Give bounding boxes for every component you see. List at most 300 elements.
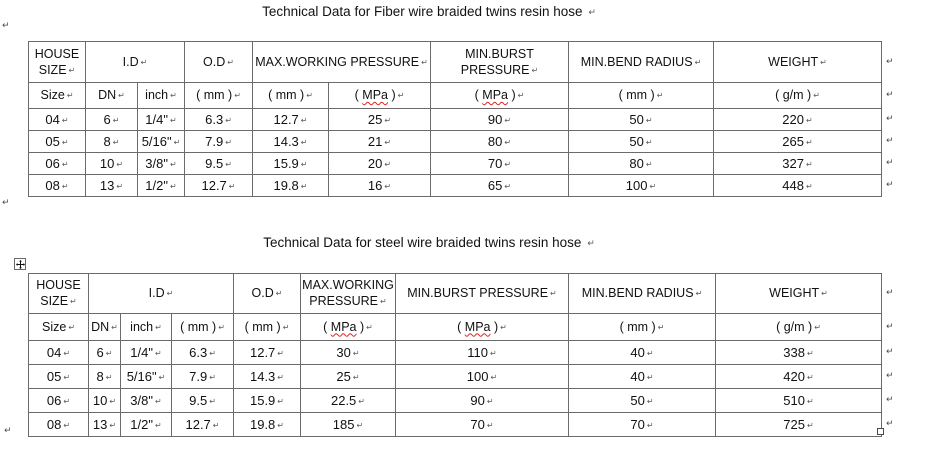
cell-text: 70 ↵ [630, 417, 654, 432]
data-cell[interactable] [301, 413, 396, 437]
cell-text: 9.5 ↵ [205, 156, 232, 171]
table-move-handle-icon[interactable] [14, 258, 26, 270]
cell-text: O.D ↵ [203, 54, 234, 69]
cell-text: 70 ↵ [487, 156, 512, 171]
cell-end-mark: ↵ [63, 373, 71, 382]
cell-end-mark: ↵ [504, 160, 512, 169]
cell-text: MAX.WORKING PRESSURE ↵ [255, 54, 428, 69]
cell-text: SIZE ↵ [40, 294, 77, 308]
data-cell[interactable] [714, 131, 882, 153]
cell-end-mark: ↵ [645, 116, 653, 125]
data-cell[interactable] [121, 389, 172, 413]
cell-text: MIN.BEND RADIUS ↵ [581, 286, 703, 300]
cell-text: 100 ↵ [625, 178, 657, 193]
data-cell[interactable] [185, 131, 253, 153]
data-cell[interactable] [569, 153, 714, 175]
data-cell[interactable] [431, 153, 569, 175]
data-cell[interactable] [234, 413, 301, 437]
cell-end-mark: ↵ [277, 421, 284, 430]
data-cell[interactable] [329, 131, 431, 153]
unit-cell[interactable] [29, 83, 86, 109]
data-cell[interactable] [89, 365, 121, 389]
unit-cell[interactable] [716, 314, 882, 341]
cell-end-mark: ↵ [173, 138, 181, 147]
data-cell[interactable] [569, 109, 714, 131]
data-cell[interactable] [29, 413, 89, 437]
unit-cell[interactable] [185, 83, 253, 109]
cell-text: 12.7 ↵ [201, 178, 236, 193]
unit-cell[interactable] [138, 83, 185, 109]
cell-end-mark: ↵ [814, 322, 821, 332]
row-end-mark: ↵ [886, 288, 894, 298]
paragraph-mark: ↵ [588, 8, 596, 18]
data-cell[interactable] [138, 109, 185, 131]
data-cell[interactable] [29, 175, 86, 197]
cell-text: WEIGHT ↵ [769, 286, 828, 300]
cell-end-mark: ↵ [649, 182, 657, 191]
data-cell[interactable] [569, 413, 716, 437]
cell-end-mark: ↵ [646, 373, 654, 382]
data-cell[interactable] [714, 175, 882, 197]
header-cell[interactable] [86, 42, 185, 83]
cell-end-mark: ↵ [384, 138, 392, 147]
unit-cell[interactable] [714, 83, 882, 109]
data-cell[interactable] [29, 365, 89, 389]
cell-text: 05 ↵ [45, 134, 69, 149]
cell-text: ( mm ) ↵ [180, 319, 225, 334]
cell-text: WEIGHT ↵ [768, 54, 827, 69]
cell-text: 16 ↵ [367, 178, 392, 193]
cell-text: 13 ↵ [99, 178, 124, 193]
data-cell[interactable] [569, 131, 714, 153]
cell-text: 21 ↵ [367, 134, 392, 149]
cell-text: 90 ↵ [470, 393, 494, 408]
cell-end-mark: ↵ [807, 373, 814, 382]
header-cell[interactable] [569, 42, 714, 83]
cell-end-mark: ↵ [366, 322, 373, 332]
cell-end-mark: ↵ [300, 116, 308, 125]
data-cell[interactable] [29, 153, 86, 175]
unit-cell[interactable] [86, 83, 138, 109]
data-cell[interactable] [185, 153, 253, 175]
cell-end-mark: ↵ [490, 349, 497, 358]
cell-text: 40 ↵ [630, 345, 654, 360]
spellcheck-underline: MPa [482, 88, 508, 102]
data-cell[interactable] [396, 341, 569, 365]
cell-end-mark: ↵ [807, 421, 814, 430]
header-cell[interactable] [396, 274, 569, 314]
cell-end-mark: ↵ [486, 421, 494, 430]
cell-end-mark: ↵ [352, 349, 360, 358]
cell-text: 10 ↵ [92, 393, 117, 408]
data-cell[interactable] [89, 341, 121, 365]
data-cell[interactable] [138, 131, 185, 153]
cell-text: 25 ↵ [367, 112, 392, 127]
data-cell[interactable] [253, 153, 329, 175]
fiber-table-title[interactable] [0, 4, 858, 19]
cell-end-mark: ↵ [140, 57, 148, 67]
table-row [29, 365, 882, 389]
cell-text: 185 ↵ [332, 417, 364, 432]
cell-text: I.D ↵ [148, 286, 174, 300]
cell-end-mark: ↵ [61, 182, 69, 191]
cell-text: ( MPa ) ↵ [457, 319, 507, 334]
cell-end-mark: ↵ [166, 289, 174, 298]
unit-cell[interactable] [329, 83, 431, 109]
cell-text: 327 ↵ [782, 156, 813, 171]
data-cell[interactable] [253, 175, 329, 197]
cell-end-mark: ↵ [550, 289, 557, 298]
cell-text: HOUSE [34, 46, 80, 61]
unit-cell[interactable] [121, 314, 172, 341]
unit-cell[interactable] [301, 314, 396, 341]
cell-end-mark: ↵ [657, 322, 665, 332]
data-cell[interactable] [172, 389, 234, 413]
data-cell[interactable] [569, 341, 716, 365]
cell-end-mark: ↵ [112, 138, 120, 147]
cell-end-mark: ↵ [358, 397, 365, 406]
cell-end-mark: ↵ [645, 160, 653, 169]
data-cell[interactable] [431, 175, 569, 197]
cell-text: 220 ↵ [782, 112, 813, 127]
cell-text: O.D ↵ [251, 286, 283, 300]
cell-text: 14.3 ↵ [273, 134, 308, 149]
cell-text: 420 ↵ [783, 369, 814, 384]
cell-end-mark: ↵ [154, 349, 162, 358]
row-end-mark: ↵ [886, 180, 894, 190]
cell-text: 7.9 ↵ [205, 134, 232, 149]
cell-end-mark: ↵ [695, 289, 703, 298]
unit-cell[interactable] [89, 314, 121, 341]
cell-text: 6 ↵ [103, 112, 120, 127]
fiber-table-title-text: Technical Data for Fiber wire braided twins resin hose [262, 4, 583, 19]
cell-end-mark: ↵ [807, 349, 814, 358]
cell-end-mark: ↵ [380, 297, 387, 306]
four-way-arrow-icon [16, 260, 25, 269]
steel-table-title[interactable] [0, 235, 858, 250]
data-cell[interactable] [138, 153, 185, 175]
data-cell[interactable] [234, 341, 301, 365]
cell-text: 1/2" ↵ [130, 417, 162, 432]
cell-end-mark: ↵ [68, 322, 76, 332]
cell-end-mark: ↵ [352, 373, 360, 382]
cell-text: DN ↵ [98, 88, 125, 102]
cell-text: 5/16" ↵ [126, 369, 166, 384]
cell-text: MIN.BEND RADIUS ↵ [580, 54, 702, 69]
cell-end-mark: ↵ [228, 182, 236, 191]
header-cell[interactable] [89, 274, 234, 314]
cell-end-mark: ↵ [209, 373, 216, 382]
cell-text: 7.9 ↵ [189, 369, 216, 384]
data-cell[interactable] [86, 109, 138, 131]
cell-text: 22.5 ↵ [330, 393, 365, 408]
cell-end-mark: ↵ [275, 289, 283, 298]
cell-end-mark: ↵ [105, 349, 113, 358]
cell-end-mark: ↵ [63, 397, 71, 406]
data-cell[interactable] [431, 131, 569, 153]
row-end-mark: ↵ [886, 136, 894, 146]
cell-text: 12.7 ↵ [185, 417, 220, 432]
data-cell[interactable] [89, 389, 121, 413]
table-row [29, 153, 882, 175]
cell-end-mark: ↵ [646, 421, 654, 430]
cell-text: MIN.BURST [465, 46, 534, 61]
cell-end-mark: ↵ [105, 373, 113, 382]
data-cell[interactable] [29, 389, 89, 413]
cell-end-mark: ↵ [384, 160, 392, 169]
cell-end-mark: ↵ [277, 397, 284, 406]
unit-cell[interactable] [569, 314, 716, 341]
cell-text: ( MPa ) ↵ [323, 319, 373, 334]
cell-end-mark: ↵ [645, 138, 653, 147]
table-row [29, 389, 882, 413]
steel-hose-table [28, 273, 882, 437]
data-cell[interactable] [185, 109, 253, 131]
header-cell[interactable] [716, 274, 882, 314]
cell-text: 338 ↵ [783, 345, 814, 360]
cell-end-mark: ↵ [646, 397, 654, 406]
table-resize-handle[interactable] [877, 428, 884, 435]
cell-text: 12.7 ↵ [249, 345, 284, 360]
cell-end-mark: ↵ [504, 182, 512, 191]
cell-text: 110 ↵ [467, 345, 497, 360]
cell-text: ( mm ) ↵ [244, 319, 290, 334]
unit-cell[interactable] [431, 83, 569, 109]
cell-text: ( g/m ) ↵ [776, 319, 821, 334]
data-cell[interactable] [86, 153, 138, 175]
cell-end-mark: ↵ [821, 289, 828, 298]
cell-end-mark: ↵ [234, 91, 241, 100]
cell-end-mark: ↵ [531, 65, 539, 75]
cell-end-mark: ↵ [277, 349, 284, 358]
data-cell[interactable] [89, 413, 121, 437]
unit-cell[interactable] [29, 314, 89, 341]
data-cell[interactable] [714, 153, 882, 175]
unit-cell[interactable] [172, 314, 234, 341]
cell-text: 510 ↵ [783, 393, 814, 408]
table-row [29, 131, 882, 153]
cell-end-mark: ↵ [306, 91, 313, 100]
cell-text: 100 ↵ [466, 369, 498, 384]
cell-end-mark: ↵ [66, 91, 74, 100]
unit-row [29, 83, 882, 109]
row-end-mark: ↵ [886, 56, 894, 67]
cell-text: 1/4" ↵ [145, 112, 177, 127]
cell-text: 19.8 ↵ [249, 417, 284, 432]
header-cell[interactable] [29, 42, 86, 83]
cell-end-mark: ↵ [212, 421, 220, 430]
cell-end-mark: ↵ [806, 182, 813, 191]
cell-text: 50 ↵ [629, 134, 653, 149]
cell-end-mark: ↵ [116, 182, 124, 191]
spellcheck-underline: MPa [464, 319, 491, 334]
row-end-mark: ↵ [886, 371, 894, 381]
cell-end-mark: ↵ [169, 160, 177, 169]
cell-text: MAX.WORKING [302, 278, 394, 292]
data-cell[interactable] [396, 413, 569, 437]
cell-text: ( mm ) ↵ [618, 88, 664, 102]
data-cell[interactable] [185, 175, 253, 197]
header-cell[interactable] [29, 274, 89, 314]
cell-end-mark: ↵ [486, 397, 494, 406]
cell-text: 265 ↵ [782, 134, 813, 149]
data-cell[interactable] [29, 109, 86, 131]
cell-end-mark: ↵ [225, 116, 232, 125]
data-cell[interactable] [396, 389, 569, 413]
cell-text: 8 ↵ [103, 134, 120, 149]
cell-end-mark: ↵ [384, 116, 392, 125]
data-cell[interactable] [172, 413, 234, 437]
cell-end-mark: ↵ [807, 397, 814, 406]
cell-text: 08 ↵ [46, 417, 71, 432]
header-cell[interactable] [234, 274, 301, 314]
cell-end-mark: ↵ [170, 91, 177, 100]
cell-text: 1/2" ↵ [145, 178, 177, 193]
cell-end-mark: ↵ [504, 138, 512, 147]
header-cell[interactable] [714, 42, 882, 83]
cell-end-mark: ↵ [109, 421, 117, 430]
fiber-hose-table [28, 41, 882, 197]
cell-end-mark: ↵ [356, 421, 364, 430]
cell-text: inch ↵ [130, 319, 162, 334]
data-cell[interactable] [301, 389, 396, 413]
table-row [29, 413, 882, 437]
cell-end-mark: ↵ [694, 57, 702, 67]
data-cell[interactable] [29, 341, 89, 365]
data-cell[interactable] [431, 109, 569, 131]
cell-text: 10 ↵ [99, 156, 124, 171]
data-cell[interactable] [396, 365, 569, 389]
row-end-mark: ↵ [886, 114, 894, 124]
data-cell[interactable] [569, 389, 716, 413]
data-cell[interactable] [301, 365, 396, 389]
cell-end-mark: ↵ [277, 373, 284, 382]
header-cell[interactable] [301, 274, 396, 314]
row-end-mark: ↵ [886, 321, 894, 332]
cell-text: PRESSURE ↵ [460, 62, 539, 77]
cell-text: 6 ↵ [96, 345, 113, 360]
cell-end-mark: ↵ [820, 57, 827, 67]
data-cell[interactable] [714, 109, 882, 131]
unit-cell[interactable] [234, 314, 301, 341]
cell-end-mark: ↵ [169, 182, 177, 191]
data-cell[interactable] [234, 365, 301, 389]
cell-text: 50 ↵ [629, 112, 653, 127]
cell-end-mark: ↵ [300, 138, 308, 147]
cell-text: 13 ↵ [92, 417, 117, 432]
cell-end-mark: ↵ [646, 349, 654, 358]
cell-end-mark: ↵ [154, 421, 162, 430]
cell-text: 05 ↵ [46, 369, 71, 384]
cell-end-mark: ↵ [806, 116, 813, 125]
data-cell[interactable] [569, 175, 714, 197]
paragraph-mark: ↵ [4, 426, 12, 436]
cell-text: 8 ↵ [96, 369, 113, 384]
data-cell[interactable] [569, 365, 716, 389]
header-cell[interactable] [253, 42, 431, 83]
cell-end-mark: ↵ [155, 322, 162, 332]
unit-cell[interactable] [253, 83, 329, 109]
cell-end-mark: ↵ [169, 116, 177, 125]
data-cell[interactable] [253, 131, 329, 153]
cell-text: 1/4" ↵ [130, 345, 162, 360]
data-cell[interactable] [329, 153, 431, 175]
cell-text: 15.9 ↵ [273, 156, 308, 171]
row-end-mark: ↵ [886, 395, 894, 405]
cell-text: 65 ↵ [487, 178, 512, 193]
steel-table-title-text: Technical Data for steel wire braided twins resin hose [263, 235, 582, 250]
data-cell[interactable] [716, 341, 882, 365]
cell-end-mark: ↵ [490, 373, 498, 382]
cell-text: MIN.BURST PRESSURE ↵ [407, 286, 557, 300]
data-cell[interactable] [121, 341, 172, 365]
data-cell[interactable] [121, 413, 172, 437]
data-cell[interactable] [716, 389, 882, 413]
cell-end-mark: ↵ [209, 349, 216, 358]
header-row [29, 274, 882, 314]
table-row [29, 109, 882, 131]
data-cell[interactable] [86, 175, 138, 197]
data-cell[interactable] [253, 109, 329, 131]
cell-text: 14.3 ↵ [249, 369, 284, 384]
data-cell[interactable] [138, 175, 185, 197]
cell-end-mark: ↵ [61, 138, 69, 147]
data-cell[interactable] [29, 131, 86, 153]
data-cell[interactable] [121, 365, 172, 389]
row-end-mark: ↵ [886, 347, 894, 357]
cell-end-mark: ↵ [500, 322, 507, 332]
cell-text: 6.3 ↵ [189, 345, 216, 360]
cell-text: I.D ↵ [122, 54, 148, 69]
data-cell[interactable] [716, 413, 882, 437]
cell-end-mark: ↵ [282, 322, 290, 332]
data-cell[interactable] [234, 389, 301, 413]
unit-cell[interactable] [396, 314, 569, 341]
paragraph-mark: ↵ [587, 239, 595, 249]
data-cell[interactable] [716, 365, 882, 389]
cell-end-mark: ↵ [116, 160, 124, 169]
header-cell[interactable] [569, 274, 716, 314]
cell-text: 04 ↵ [46, 345, 71, 360]
cell-text: ( mm ) ↵ [196, 88, 241, 102]
cell-end-mark: ↵ [813, 91, 820, 100]
cell-text: 40 ↵ [630, 369, 654, 384]
cell-end-mark: ↵ [397, 91, 405, 100]
cell-end-mark: ↵ [111, 322, 118, 332]
cell-text: 70 ↵ [470, 417, 494, 432]
cell-end-mark: ↵ [421, 57, 428, 67]
unit-cell[interactable] [569, 83, 714, 109]
data-cell[interactable] [329, 175, 431, 197]
data-cell[interactable] [172, 341, 234, 365]
cell-end-mark: ↵ [118, 91, 125, 100]
cell-end-mark: ↵ [218, 322, 225, 332]
cell-end-mark: ↵ [63, 421, 71, 430]
paragraph-mark: ↵ [2, 198, 10, 208]
header-cell[interactable] [185, 42, 253, 83]
cell-text: ( g/m ) ↵ [775, 88, 820, 102]
data-cell[interactable] [301, 341, 396, 365]
cell-end-mark: ↵ [806, 160, 813, 169]
data-cell[interactable] [172, 365, 234, 389]
cell-end-mark: ↵ [806, 138, 813, 147]
cell-text: 3/8" ↵ [145, 156, 177, 171]
header-cell[interactable] [431, 42, 569, 83]
data-cell[interactable] [329, 109, 431, 131]
cell-end-mark: ↵ [225, 160, 232, 169]
data-cell[interactable] [86, 131, 138, 153]
cell-text: 25 ↵ [336, 369, 360, 384]
